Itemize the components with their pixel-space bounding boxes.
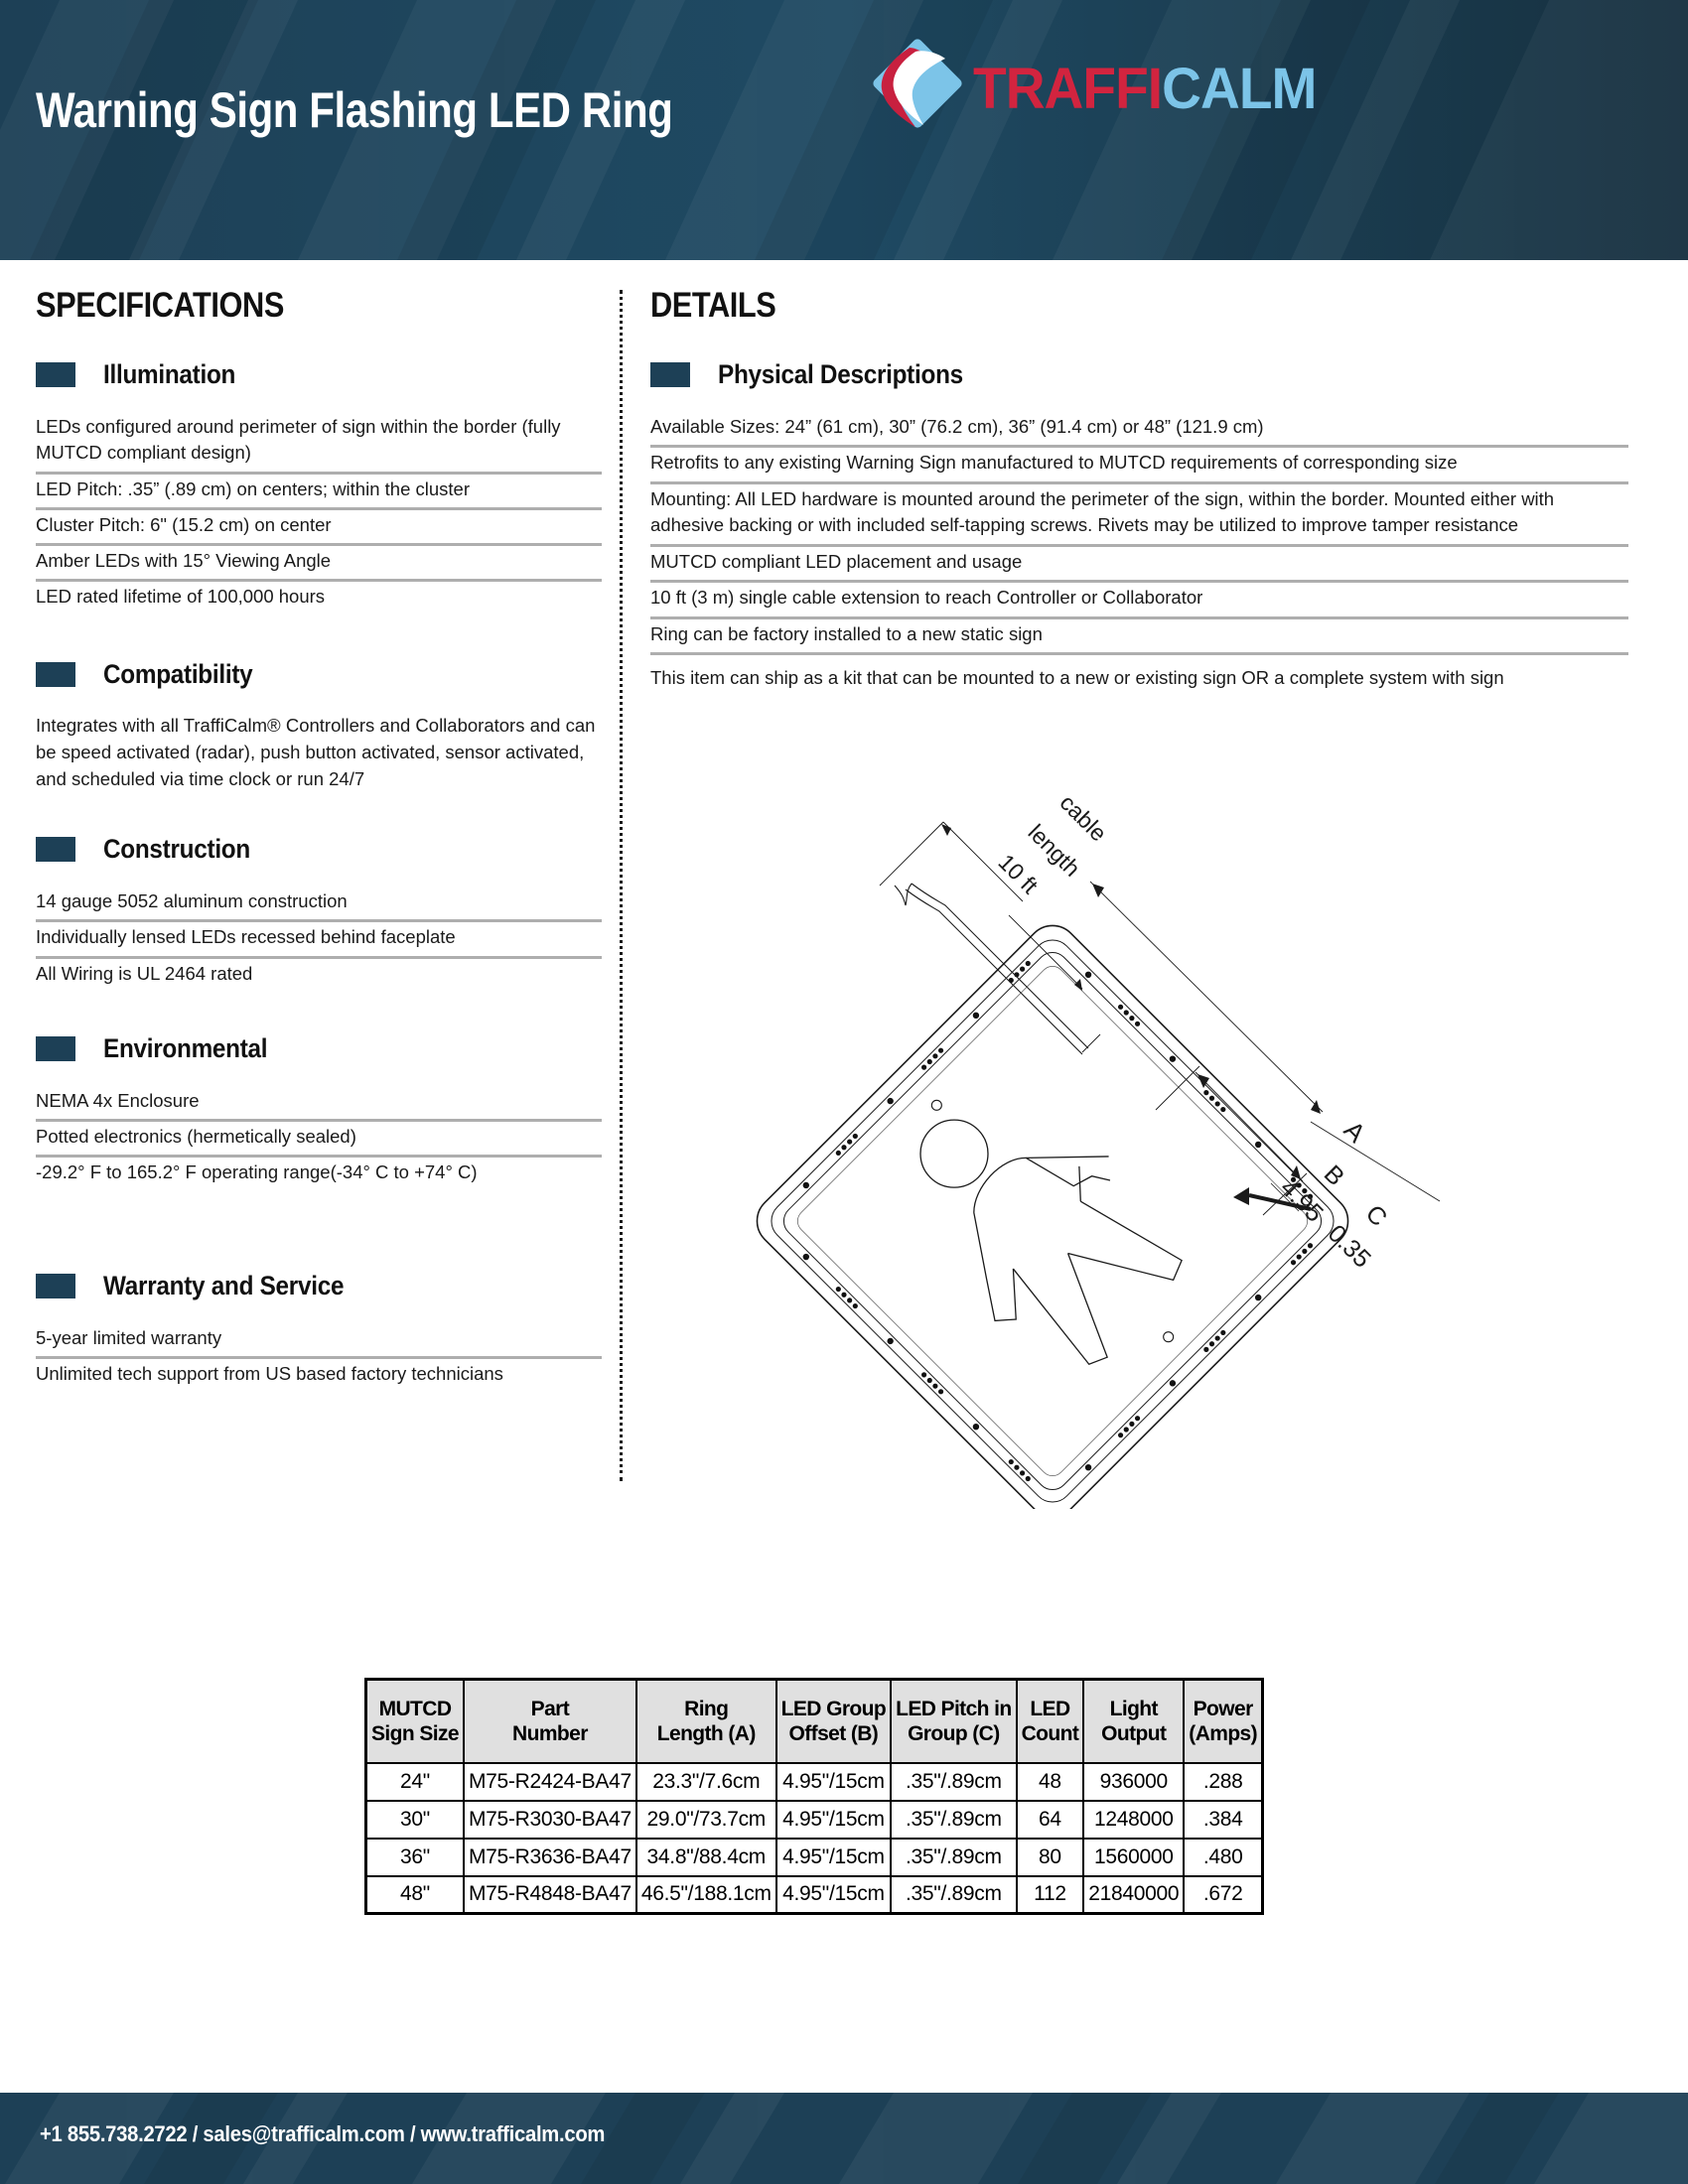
table-cell: M75-R4848-BA47 <box>464 1876 636 1914</box>
specifications-heading: SPECIFICATIONS <box>36 286 284 325</box>
list-item: LEDs configured around perimeter of sign within the border (fully MUTCD compliant design) <box>36 412 602 475</box>
section-title: Construction <box>103 834 250 865</box>
table-cell: M75-R3030-BA47 <box>464 1801 636 1839</box>
list-item: NEMA 4x Enclosure <box>36 1086 602 1122</box>
annotation-cable-line3: 10 ft <box>993 849 1044 899</box>
details-heading: DETAILS <box>650 286 776 325</box>
list-item: This item can ship as a kit that can be mounted to a new or existing sign OR a complete system with sign <box>650 667 1504 689</box>
annotation-dim-b-value: 4.95 <box>1274 1173 1329 1228</box>
section-environmental <box>36 1033 602 1191</box>
list-item: All Wiring is UL 2464 rated <box>36 962 253 984</box>
table-cell: .35"/.89cm <box>891 1876 1016 1914</box>
table-header-cell <box>1184 1680 1262 1763</box>
section-item-list <box>36 1086 602 1191</box>
pedestrian-sign-diagram <box>755 794 1489 1509</box>
table-cell: 24" <box>366 1763 464 1801</box>
list-item: LED rated lifetime of 100,000 hours <box>36 586 326 608</box>
table-cell: 23.3"/7.6cm <box>636 1763 776 1801</box>
table-cell: 112 <box>1017 1876 1084 1914</box>
table-header-row <box>366 1680 1263 1763</box>
section-header <box>650 359 1628 390</box>
list-item: LED Pitch: .35” (.89 cm) on centers; within the cluster <box>36 475 602 510</box>
header-line-1: Part <box>530 1697 570 1720</box>
table-cell: 48 <box>1017 1763 1084 1801</box>
header-line-2: Output <box>1101 1721 1167 1745</box>
square-bullet-icon <box>36 362 75 387</box>
list-item: Individually lensed LEDs recessed behind faceplate <box>36 922 602 958</box>
table-cell: .35"/.89cm <box>891 1839 1016 1876</box>
table-cell: 1248000 <box>1083 1801 1184 1839</box>
list-item: 10 ft (3 m) single cable extension to reach Controller or Collaborator <box>650 583 1628 618</box>
table-row <box>366 1876 1263 1914</box>
brand-wordmark-red: TRAFFI <box>973 57 1163 121</box>
table-header-cell <box>636 1680 776 1763</box>
table-row <box>366 1801 1263 1839</box>
table-header-cell <box>776 1680 891 1763</box>
list-item: 14 gauge 5052 aluminum construction <box>36 887 602 922</box>
header-line-2: Offset (B) <box>788 1721 879 1745</box>
annotation-dim-a: A <box>1337 1115 1372 1149</box>
table-cell: 36" <box>366 1839 464 1876</box>
table-header-cell <box>1017 1680 1084 1763</box>
list-item: -29.2° F to 165.2° F operating range(-34° C to +74° C) <box>36 1161 478 1183</box>
table-cell: M75-R3636-BA47 <box>464 1839 636 1876</box>
table-cell: .672 <box>1184 1876 1262 1914</box>
page-header <box>0 0 1688 260</box>
list-item: MUTCD compliant LED placement and usage <box>650 547 1628 583</box>
brand-logo <box>866 52 1335 129</box>
trafficalm-diamond-icon <box>866 32 969 135</box>
header-line-1: LED <box>1030 1697 1070 1720</box>
table-header-cell <box>891 1680 1016 1763</box>
header-line-1: Power <box>1193 1697 1253 1720</box>
header-line-1: Ring <box>684 1697 729 1720</box>
square-bullet-icon <box>36 662 75 687</box>
table-cell: .35"/.89cm <box>891 1763 1016 1801</box>
section-title: Environmental <box>103 1032 268 1063</box>
section-item-list <box>36 887 602 992</box>
specifications-column <box>36 286 602 1392</box>
section-item-list <box>36 1323 602 1393</box>
table-row <box>366 1763 1263 1801</box>
sign-dimension-drawing <box>755 794 1489 1509</box>
section-title: Compatibility <box>103 658 253 689</box>
page-title: Warning Sign Flashing LED Ring <box>36 82 673 138</box>
annotation-dim-c-value: 0.35 <box>1322 1219 1376 1274</box>
header-line-1: Light <box>1109 1697 1158 1720</box>
column-divider <box>620 290 623 1481</box>
square-bullet-icon <box>36 1274 75 1298</box>
table-header-cell <box>464 1680 636 1763</box>
section-item-list <box>36 412 602 615</box>
list-item: Amber LEDs with 15° Viewing Angle <box>36 546 602 582</box>
table-cell: M75-R2424-BA47 <box>464 1763 636 1801</box>
section-header <box>36 834 602 865</box>
list-item: Available Sizes: 24” (61 cm), 30” (76.2 cm), 36” (91.4 cm) or 48” (121.9 cm) <box>650 412 1628 448</box>
table-cell: 4.95"/15cm <box>776 1876 891 1914</box>
table-cell: 21840000 <box>1083 1876 1184 1914</box>
page-footer <box>0 2093 1688 2184</box>
square-bullet-icon <box>650 362 690 387</box>
annotation-dim-c: C <box>1359 1199 1393 1233</box>
table-header-cell <box>1083 1680 1184 1763</box>
table-cell: .480 <box>1184 1839 1262 1876</box>
section-header <box>36 1033 602 1064</box>
section-compatibility <box>36 659 602 793</box>
section-construction <box>36 834 602 992</box>
table-header-cell <box>366 1680 464 1763</box>
annotation-dim-b: B <box>1318 1160 1350 1192</box>
square-bullet-icon <box>36 1036 75 1061</box>
table-cell: 30" <box>366 1801 464 1839</box>
header-line-2: Sign Size <box>371 1721 459 1745</box>
table-cell: 4.95"/15cm <box>776 1839 891 1876</box>
part-number-table <box>364 1678 1264 1915</box>
header-line-1: LED Pitch in <box>896 1697 1012 1720</box>
section-physical-descriptions <box>650 359 1628 697</box>
list-item: Retrofits to any existing Warning Sign manufactured to MUTCD requirements of corresponding size <box>650 448 1628 483</box>
section-header <box>36 359 602 390</box>
table-row <box>366 1839 1263 1876</box>
table-cell: 34.8"/88.4cm <box>636 1839 776 1876</box>
section-illumination <box>36 359 602 615</box>
brand-wordmark-blue: CALM <box>1162 57 1317 121</box>
section-title: Warranty and Service <box>103 1270 345 1300</box>
header-line-2: Number <box>512 1721 588 1745</box>
section-item-list <box>650 412 1628 697</box>
table-cell: 936000 <box>1083 1763 1184 1801</box>
annotation-cable-line1: cable <box>1055 794 1112 847</box>
header-line-2: Group (C) <box>908 1721 1000 1745</box>
brand-wordmark <box>973 57 1317 121</box>
table-cell: .384 <box>1184 1801 1262 1839</box>
list-item: Ring can be factory installed to a new static sign <box>650 619 1628 655</box>
header-line-1: LED Group <box>780 1697 887 1720</box>
list-item: Unlimited tech support from US based factory technicians <box>36 1363 503 1385</box>
section-header <box>36 1271 602 1301</box>
list-item: Mounting: All LED hardware is mounted around the perimeter of the sign, within the border. Mounted either with adhesive backing or with included self-tapping screws. Rivets may be utilized to improve tamper resistance <box>650 484 1628 547</box>
list-item: Potted electronics (hermetically sealed) <box>36 1122 602 1158</box>
table-cell: .35"/.89cm <box>891 1801 1016 1839</box>
header-line-2: Count <box>1021 1721 1079 1745</box>
table-cell: 1560000 <box>1083 1839 1184 1876</box>
details-column <box>650 286 1628 697</box>
header-line-2: (Amps) <box>1189 1721 1258 1745</box>
table-cell: .288 <box>1184 1763 1262 1801</box>
header-line-1: MUTCD <box>378 1697 452 1720</box>
table-cell: 29.0"/73.7cm <box>636 1801 776 1839</box>
table-cell: 4.95"/15cm <box>776 1763 891 1801</box>
table-cell: 80 <box>1017 1839 1084 1876</box>
section-title: Illumination <box>103 359 236 389</box>
list-item: 5-year limited warranty <box>36 1323 602 1359</box>
header-line-2: Length (A) <box>656 1721 756 1745</box>
section-header <box>36 659 602 690</box>
table-cell: 48" <box>366 1876 464 1914</box>
annotation-cable-line2: length <box>1023 819 1086 882</box>
table-cell: 46.5"/188.1cm <box>636 1876 776 1914</box>
list-item: Cluster Pitch: 6" (15.2 cm) on center <box>36 510 602 546</box>
section-warranty-and-service <box>36 1271 602 1393</box>
square-bullet-icon <box>36 837 75 862</box>
table-cell: 64 <box>1017 1801 1084 1839</box>
table-cell: 4.95"/15cm <box>776 1801 891 1839</box>
footer-contact: +1 855.738.2722 / sales@trafficalm.com / www.trafficalm.com <box>40 2121 606 2146</box>
section-title: Physical Descriptions <box>718 359 963 389</box>
part-number-table-container <box>364 1678 1264 1915</box>
section-paragraph: Integrates with all TraffiCalm® Controllers and Collaborators and can be speed activated (radar), push button activated, sensor activated, and scheduled via time clock or run 24/7 <box>36 714 596 789</box>
